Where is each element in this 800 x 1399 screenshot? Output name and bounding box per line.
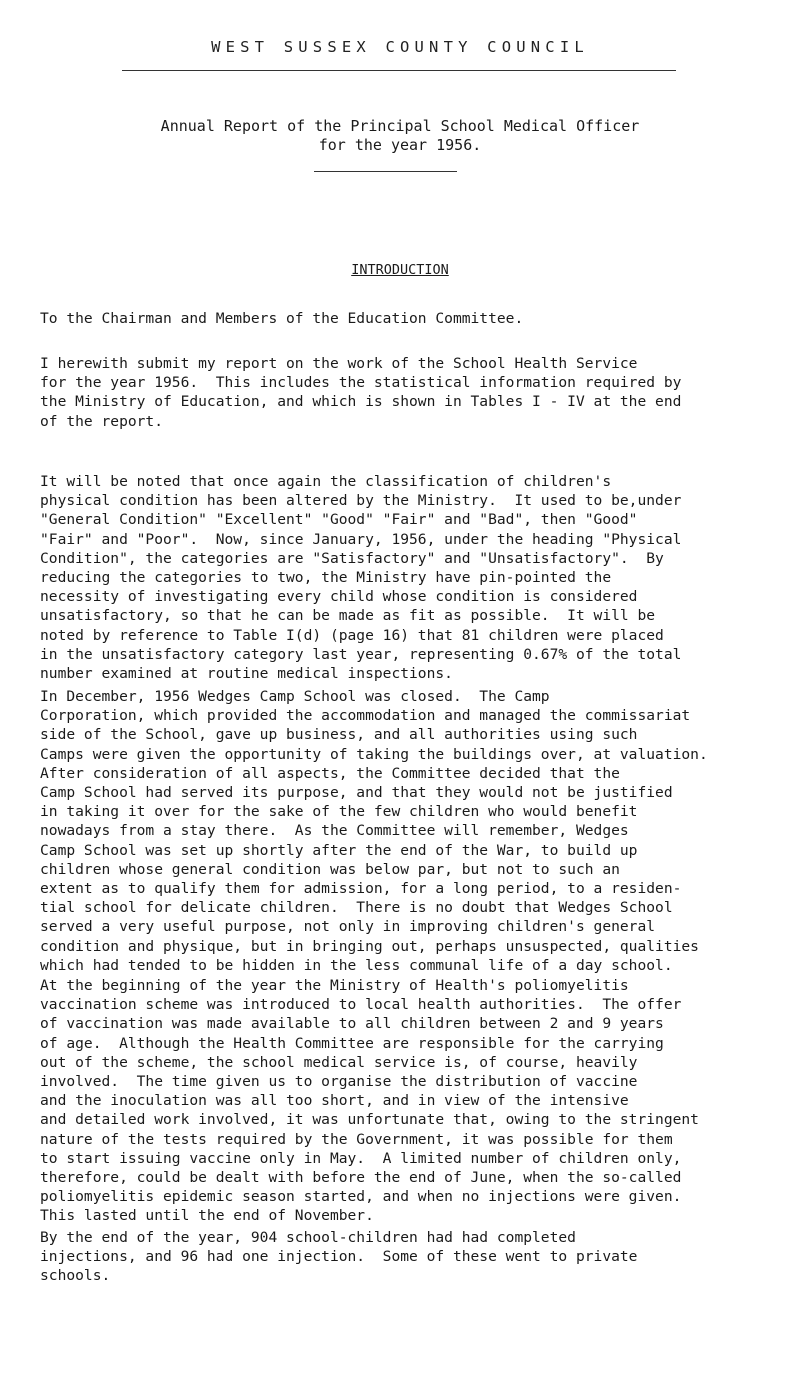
salutation: To the Chairman and Members of the Education Committee. xyxy=(40,310,524,327)
header-rule xyxy=(122,70,676,71)
paragraph-2: It will be noted that once again the classification of children's physical condition has been altered by the Ministry. It used to be,under "General Condition" "Excellent" "Good" "Fair" and "Bad", then "Good" "Fair" and "Poor". Now, since January, 1956, under the heading "Physical Condition", the categories are "Satisfactory" and "Unsatisfactory". By reducing the categories to two, the Ministry have pin-pointed the necessity of investigating every child whose condition is considered unsatisfactory, so that he can be made as fit as possible. It will be noted by reference to Table I(d) (page 16) that 81 children were placed in the unsatisfactory category last year, representing 0.67% of the total number examined at routine medical inspections. xyxy=(40,473,682,683)
section-heading-text: INTRODUCTION xyxy=(351,262,449,278)
paragraph-1: I herewith submit my report on the work of the School Health Service for the year 1956. This includes the statistical information required by the Ministry of Education, and which is shown in Tables I - IV at the end of the report. xyxy=(40,355,682,430)
paragraph-5: By the end of the year, 904 school-children had had completed injections, and 96 had one injection. Some of these went to private schools. xyxy=(40,1229,638,1285)
title-rule xyxy=(314,171,457,172)
report-title-line2: for the year 1956. xyxy=(318,136,482,154)
paragraph-4: At the beginning of the year the Ministry of Health's poliomyelitis vaccination scheme was introduced to local health authorities. The offer of vaccination was made available to all children between 2 and 9 years of age. Although the Health Committee are responsible for the carrying out of the scheme, the school medical service is, of course, heavily involved. The time given us to organise the distribution of vaccine and the inoculation was all too short, and in view of the intensive and detailed work involved, it was unfortunate that, owing to the stringent nature of the tests required by the Government, it was possible for them to start issuing vaccine only in May. A limited number of children only, therefore, could be dealt with before the end of June, when the so-called poliomyelitis epidemic season started, and when no injections were given. This lasted until the end of November. xyxy=(40,977,699,1225)
report-title-line1: Annual Report of the Principal School Medical Officer xyxy=(160,117,640,135)
section-heading xyxy=(0,262,800,278)
council-header: WEST SUSSEX COUNTY COUNCIL xyxy=(211,38,589,56)
paragraph-3: In December, 1956 Wedges Camp School was closed. The Camp Corporation, which provided the accommodation and managed the commissariat side of the School, gave up business, and all authorities using such Camps were given the opportunity of taking the buildings over, at valuation. After consideration of all aspects, the Committee decided that the Camp School had served its purpose, and that they would not be justified in taking it over for the sake of the few children who would benefit nowadays from a stay there. As the Committee will remember, Wedges Camp School was set up shortly after the end of the War, to build up children whose general condition was below par, but not to such an extent as to qualify them for admission, for a long period, to a residen- tial school for delicate children. There is no doubt that Wedges School served a very useful purpose, not only in improving children's general condition and physique, but in bringing out, perhaps unsuspected, qualities which had tended to be hidden in the less communal life of a day school. xyxy=(40,688,708,974)
